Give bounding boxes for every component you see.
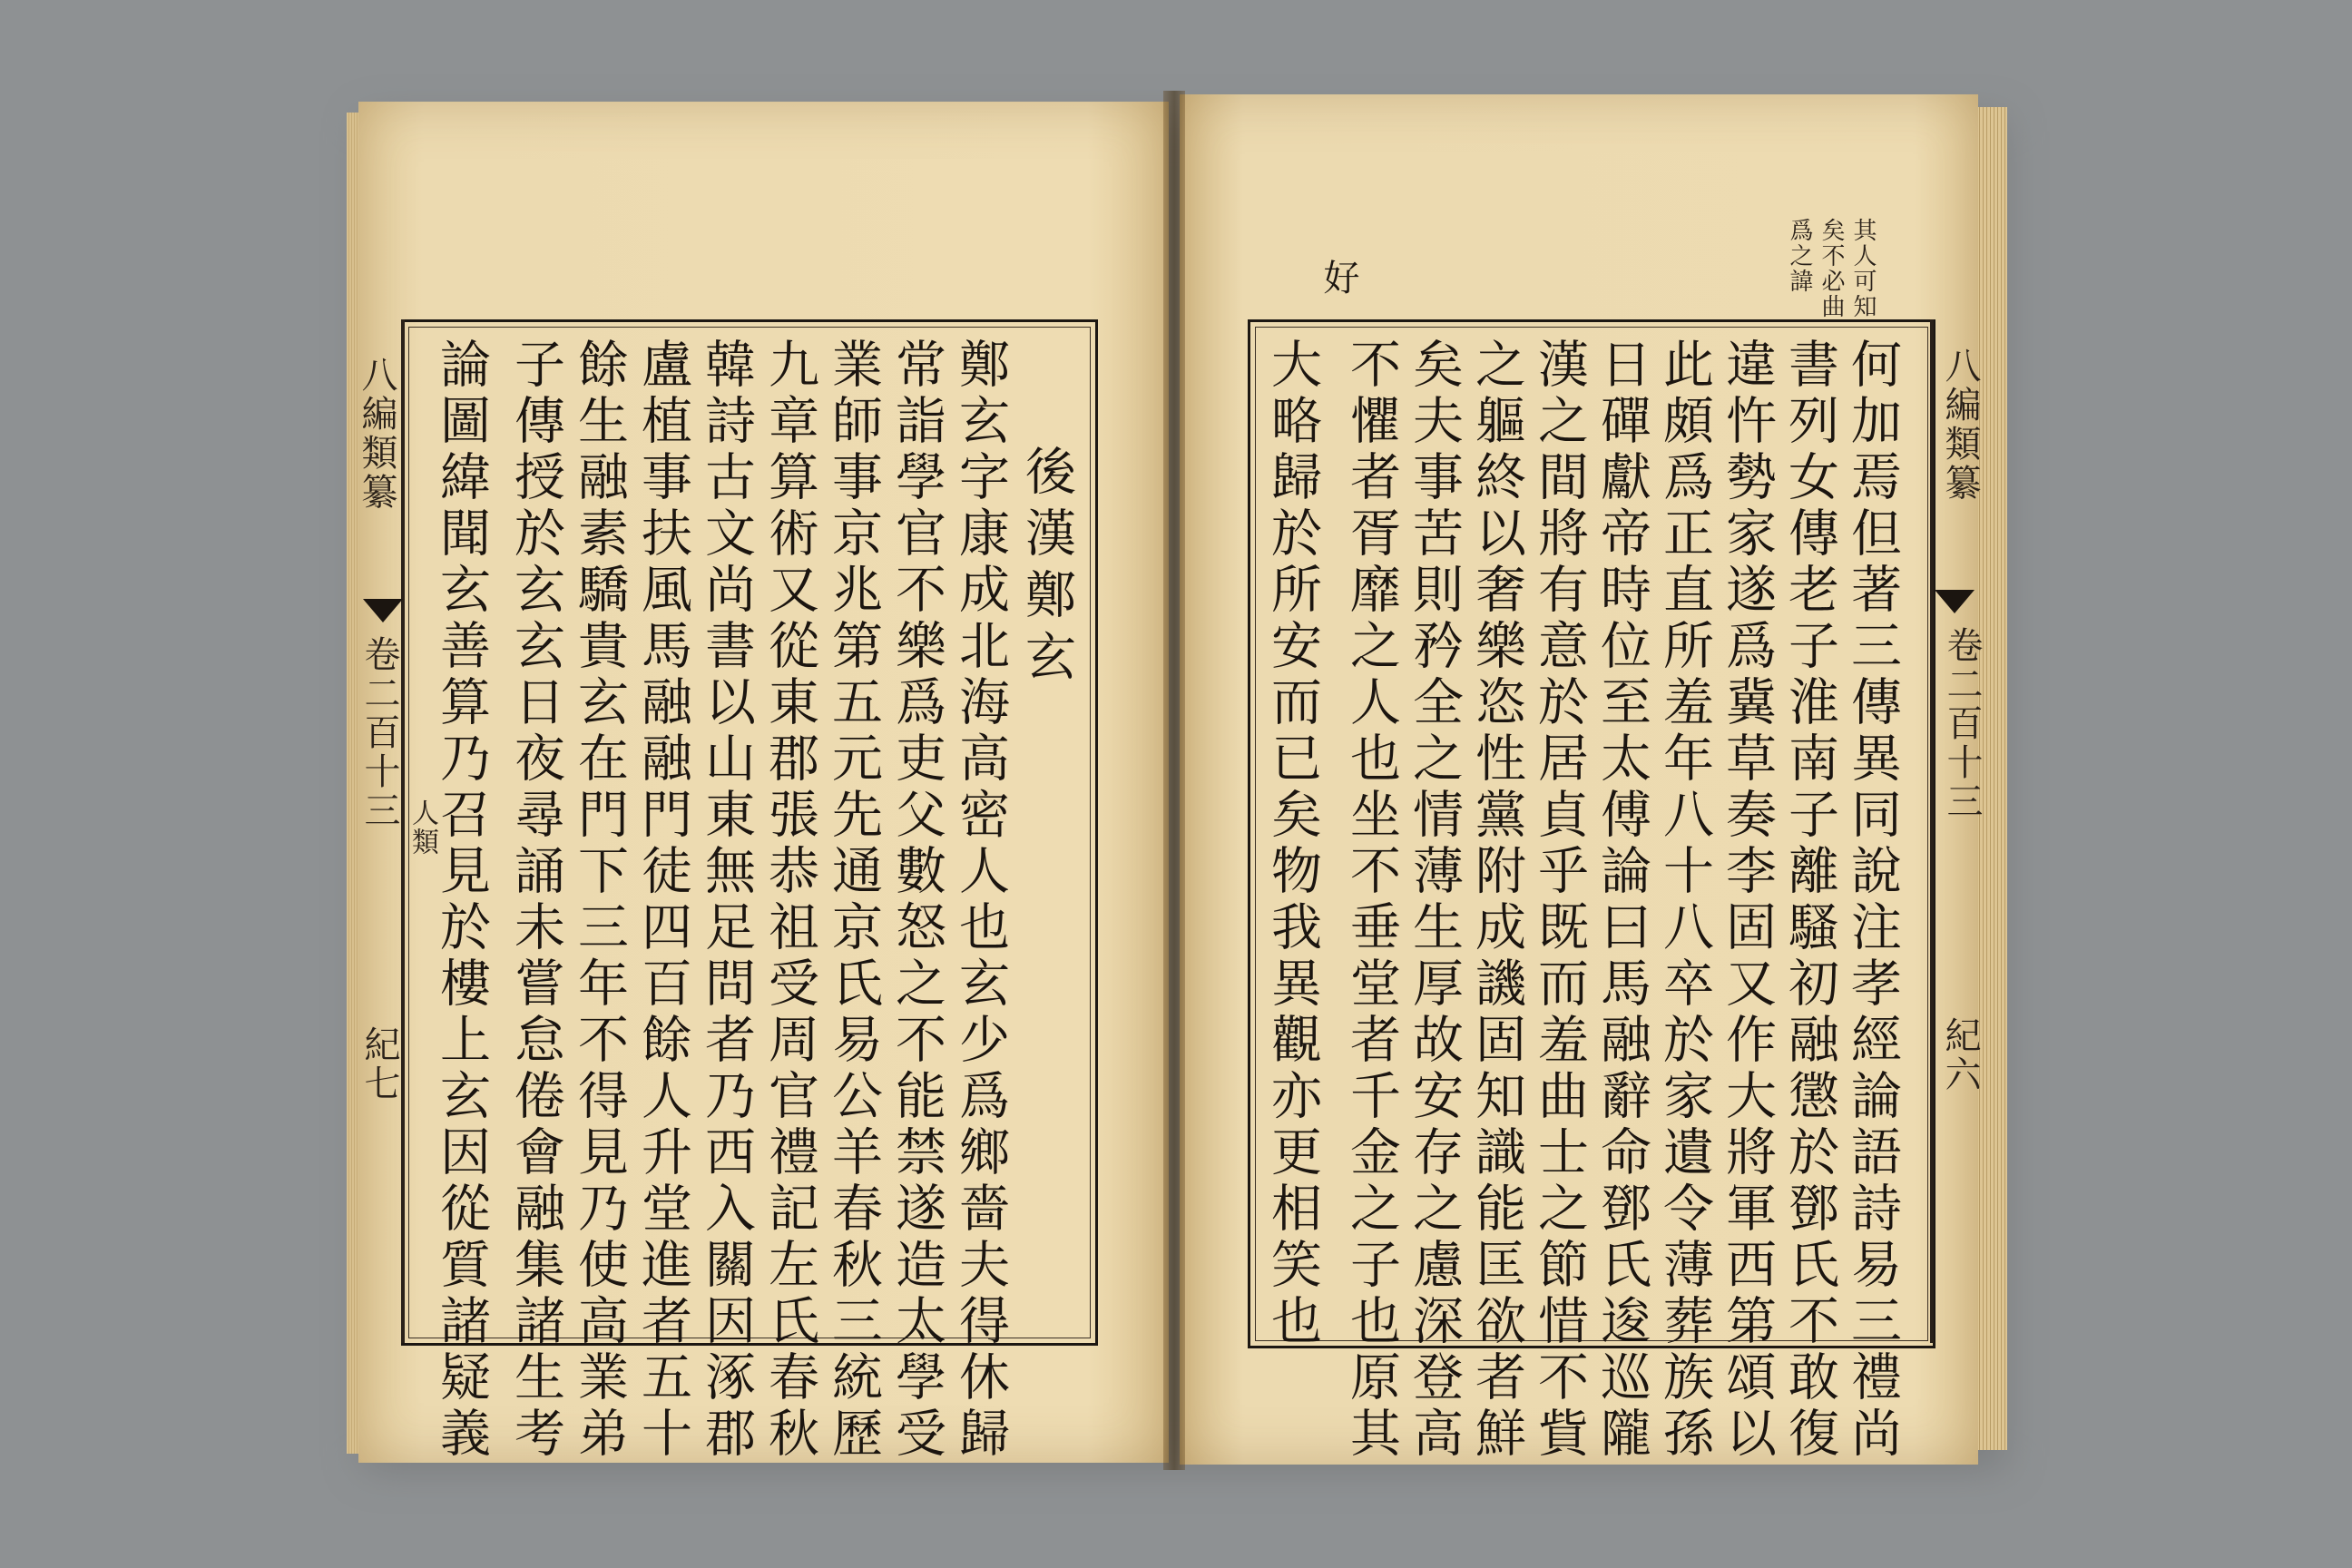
right-margin-title: 八編類纂	[1939, 347, 1981, 503]
left-margin-title: 八編類纂	[356, 356, 397, 512]
right-top-note-line-3: 爲之諱	[1786, 218, 1813, 294]
left-heading: 後漢鄭玄	[1017, 445, 1076, 691]
book-gutter	[1163, 91, 1185, 1470]
right-fishtail-mark	[1935, 590, 1975, 613]
left-column-8: 子傳授於玄玄日夜尋誦未嘗怠倦會融集諸生考	[506, 338, 565, 1463]
left-column-5: 韓詩古文尚書以山東無足問者乃西入關因涿郡	[697, 338, 756, 1463]
left-column-3: 業師事京兆第五元先通京氏易公羊春秋三統歷	[824, 338, 883, 1463]
right-column-3: 違忤勢家遂爲冀草奏李固又作大將軍西第頌以	[1718, 338, 1777, 1463]
right-column-8: 矣夫事苦則矜全之情薄生厚故安存之慮深登高	[1405, 338, 1464, 1463]
left-column-2: 常詣學官不樂爲吏父數怒之不能禁遂造太學受	[887, 338, 946, 1463]
left-fishtail-mark	[363, 599, 403, 622]
left-column-1: 鄭玄字康成北海高密人也玄少爲鄉嗇夫得休歸	[951, 338, 1010, 1463]
left-margin-page: 紀七	[358, 1025, 400, 1103]
right-column-9: 不懼者胥靡之人也坐不垂堂者千金之子也原其	[1342, 338, 1401, 1463]
left-column-6: 盧植事扶風馬融融門徒四百餘人升堂進者五十	[633, 338, 692, 1463]
right-column-10: 大略歸於所安而已矣物我異觀亦更相笑也	[1263, 338, 1322, 1350]
right-margin-page: 紀六	[1939, 1016, 1981, 1094]
left-column-4: 九章算術又從東郡張恭祖受周官禮記左氏春秋	[760, 338, 819, 1463]
right-column-7: 之軀終以奢樂恣性黨附成譏固知識能匡欲者鮮	[1467, 338, 1526, 1463]
right-margin-rule	[1930, 319, 1934, 1343]
right-column-5: 日磾獻帝時位至太傅論曰馬融辭命鄧氏逡巡隴	[1592, 338, 1651, 1463]
left-margin-category: 人類	[407, 799, 438, 857]
left-column-7: 餘生融素驕貴玄在門下三年不得見乃使高業弟	[570, 338, 629, 1463]
right-column-1: 何加焉但著三傳異同說注孝經論語詩易三禮尚	[1843, 338, 1902, 1463]
right-top-character: 好	[1318, 259, 1359, 300]
right-margin-volume: 卷二百十三	[1941, 626, 1983, 821]
left-margin-rule	[401, 319, 405, 1343]
left-column-9: 論圖緯聞玄善算乃召見於樓上玄因從質諸疑義	[432, 338, 491, 1463]
right-column-4: 此頗爲正直所羞年八十八卒於家遺令薄葬族孫	[1655, 338, 1714, 1463]
right-top-note-line-1: 其人可知	[1849, 218, 1877, 319]
right-column-6: 漢之間將有意於居貞乎既而羞曲士之節惜不貲	[1530, 338, 1589, 1463]
right-top-note-line-2: 矣不必曲	[1818, 218, 1845, 319]
left-margin-volume: 卷二百十三	[358, 635, 400, 830]
right-column-2: 書列女傳老子淮南子離騷初融懲於鄧氏不敢復	[1780, 338, 1839, 1463]
